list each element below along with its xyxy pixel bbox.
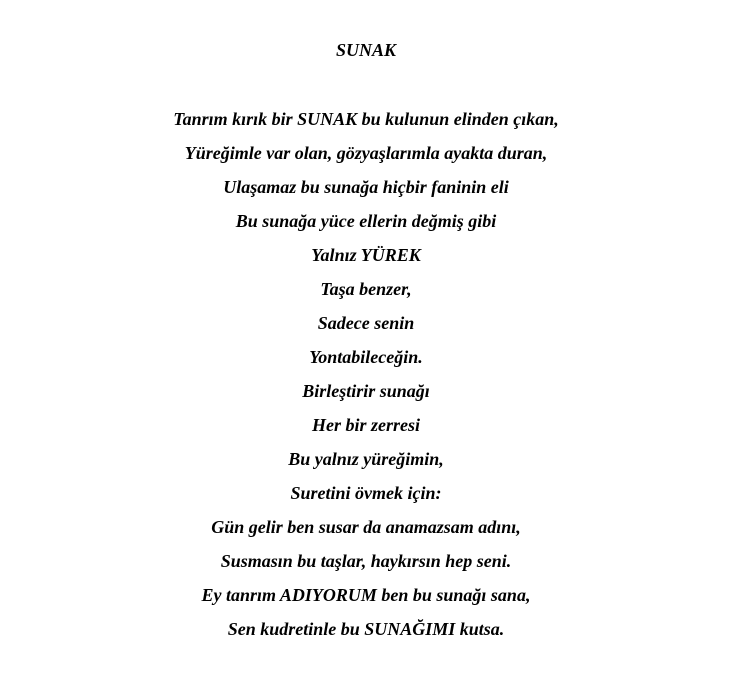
poem-line: Birleştirir sunağı bbox=[302, 381, 430, 401]
poem-line: Yalnız YÜREK bbox=[311, 245, 421, 265]
poem-body bbox=[0, 107, 732, 651]
poem-line: Ey tanrım ADIYORUM ben bu sunağı sana, bbox=[201, 585, 531, 605]
poem-title: SUNAK bbox=[335, 40, 397, 60]
poem-line: Sadece senin bbox=[317, 313, 415, 333]
poem-line: Bu sunağa yüce ellerin değmiş gibi bbox=[235, 211, 497, 231]
poem-line: Tanrım kırık bir SUNAK bu kulunun elinden çıkan, bbox=[173, 109, 559, 129]
poem-line: Gün gelir ben susar da anamazsam adını, bbox=[211, 517, 521, 537]
poem-line: Suretini övmek için: bbox=[290, 483, 442, 503]
poem-line: Bu yalnız yüreğimin, bbox=[288, 449, 444, 469]
poem-line: Her bir zerresi bbox=[312, 415, 420, 435]
poem-line: Yüreğimle var olan, gözyaşlarımla ayakta duran, bbox=[184, 143, 548, 163]
poem-line: Sen kudretinle bu SUNAĞIMI kutsa. bbox=[227, 619, 505, 639]
poem-line: Yontabileceğin. bbox=[309, 347, 423, 367]
poem-line: Ulaşamaz bu sunağa hiçbir faninin eli bbox=[223, 177, 509, 197]
poem-line: Susmasın bu taşlar, haykırsın hep seni. bbox=[220, 551, 512, 571]
poem-line: Taşa benzer, bbox=[320, 279, 412, 299]
